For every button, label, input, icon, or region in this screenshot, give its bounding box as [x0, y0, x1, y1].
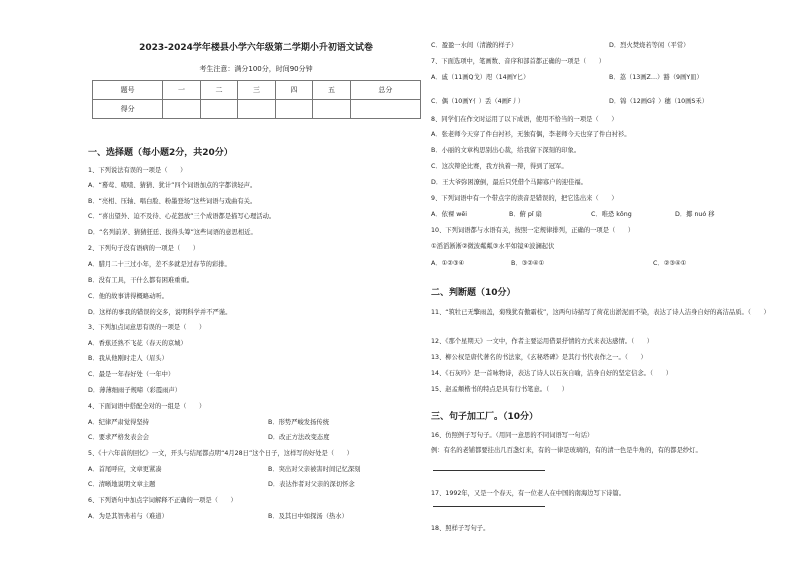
question-option: B．荔（13画Z…）豁（9画Y皿） [609, 74, 703, 81]
score-input-cell[interactable] [275, 100, 312, 119]
question-option: C．偶（10画Y亻）丢（4画F丿） [431, 98, 525, 105]
judgement-question: 15、赵孟頫楷书的特点是具有行书笔意。（ ） [431, 386, 569, 393]
question-option: D．薄薄细雨子规啼（彩霞雨声） [88, 387, 182, 394]
question-stem: 16、仿照例子写句子。（用同一意思的不同词语写一句话） [431, 432, 594, 439]
score-header-cell: 题号 [93, 81, 163, 100]
question-stem: 6、下列语句中加点字词解释不正确的一项是（ ） [88, 497, 237, 504]
question-option: D．锦（12画G钅）穗（10画S禾） [609, 98, 709, 105]
score-input-cell[interactable] [350, 100, 420, 119]
score-input-cell[interactable] [313, 100, 350, 119]
question-stem: 4、下面词语中搭配全对的一组是（ ） [88, 403, 206, 410]
answer-line[interactable] [433, 506, 545, 507]
question-stem: 9、下列词语中有一个带点字的读音是错误的，把它选出来（ ） [431, 195, 618, 202]
question-stem: 7、下面选项中，笔画数、音序和部首都正确的一项是（ ） [431, 58, 606, 65]
question-option: B．俯 pǐ 扇 [509, 211, 542, 218]
exam-note: 考生注意：满分100分，时间90分钟 [199, 65, 313, 73]
judgement-question: 11、“筑牡已无擎雨盖，菊残犹有傲霜枝”，这两句诗描写了荷花出淤泥而不染，表达了诗人洁身自好的高洁品质。（ ） [431, 309, 770, 316]
question-stem: 3、下列加点词意思有误的一项是（ ） [88, 324, 206, 331]
question-option: B．及其日中如探汤（热水） [268, 513, 348, 520]
question-option: B．③②④① [511, 260, 545, 267]
score-header-cell: 三 [238, 81, 275, 100]
question-example: 例：有名的老铺都要挂出几百盏灯来，有的一律是玻璃的，有的清一色是牛角的，有的都是纱灯。 [431, 447, 702, 454]
question-option: B．“亮相、压轴、唱白脸、粉墨登场”这些词语与戏曲有关。 [88, 198, 257, 205]
score-row-label: 得分 [93, 100, 163, 119]
question-stem: 8、同学们在作文时运用了以下成语，使用不恰当的一项是（ ） [431, 116, 618, 123]
question-option: A．香蕉还熟不飞花（春天的京城） [88, 340, 187, 347]
question-stem: 10、下列词语都与水语有关，按照一定规律排列，正确的一项是（ ） [431, 227, 635, 234]
score-input-cell[interactable] [238, 100, 275, 119]
question-option: C．②③④① [653, 260, 687, 267]
question-option: D．“名列前茅、猜猜狂廷、拔得头筹”这些词语的意思相近。 [88, 229, 257, 236]
score-header-cell: 五 [313, 81, 350, 100]
score-table [92, 80, 421, 119]
question-stem: 17、1992年，又是一个春天，有一位老人在中国的南海边写下诗篇。 [431, 490, 626, 497]
judgement-question: 12、《那个星期天》一文中，作者主要运用借景抒情的方式来表达感情。（ ） [431, 338, 654, 345]
section-heading: 二、判断题（10分） [431, 288, 516, 298]
judgement-question: 14、《石灰吟》是一首咏物诗，表达了诗人以石灰自喻，洁身自好的坚定信念。（ ） [431, 370, 672, 377]
question-stem: 2、下列句子没有语病的一项是（ ） [88, 245, 200, 252]
section-heading: 三、句子加工厂。（10分） [431, 412, 539, 422]
question-option: C．盈盈一水间（清澈的样子） [431, 42, 518, 49]
question-option: A．腊月二十三过小年，差不多就是过春节的彩排。 [88, 261, 231, 268]
section-heading: 一、选择题（每小题2分，共20分） [88, 148, 233, 158]
judgement-question: 13、柳公权是唐代著名的书法家，《玄秘塔碑》是其行书代表作之一。（ ） [431, 354, 647, 361]
score-input-cell[interactable] [163, 100, 200, 119]
question-option: D．烈火焚烧若等闲（平常） [609, 42, 690, 49]
question-stem: 1、下列说法有误的一项是（ ） [88, 167, 187, 174]
score-header-cell: 二 [200, 81, 237, 100]
question-option: A．为是其智弗若与（难道） [88, 513, 168, 520]
question-option: A．①②③④ [431, 260, 465, 267]
score-input-cell[interactable] [200, 100, 237, 119]
question-option: C．这次辩论比赛，我方执着一辩，得到了冠军。 [431, 163, 568, 170]
question-option: D．表达作者对父亲的深切怀念 [268, 481, 355, 488]
exam-title: 2023-2024学年楼县小学六年级第二学期小升初语文试卷 [139, 43, 373, 53]
question-option: C．最是一年春好处（一年中） [88, 371, 175, 378]
question-option: A．首尾呼应，文章更紧凑 [88, 466, 162, 473]
question-option: D．这样的事我的错误的交多，说明科学并不严谨。 [88, 309, 232, 316]
question-option: D．改正方法改变态度 [268, 434, 330, 441]
question-option: C．“喜出望外、迫不及待、心花怒放”三个成语都是描写心理活动。 [88, 213, 276, 220]
question-option: B．突出对父亲被害时间记忆深刻 [268, 466, 361, 473]
question-stem: 18、照样子写句子。 [431, 525, 490, 532]
question-option: A．张老师今天穿了件白衬衫，无独有偶，李老师今天也穿了件白衬衫。 [431, 131, 631, 138]
question-option: B．我从他刚时走人（眉头） [88, 355, 168, 362]
question-option: A．戚（11画Q戈）咫（14画Y匕） [431, 74, 530, 81]
question-option: A．“蓦莺、喳喳、猜猜、犹计”四个词语加点的字都读轻声。 [88, 182, 257, 189]
question-option: D．揶 nuó 移 [675, 211, 715, 218]
question-option: A．纪律严肃觉得坚持 [88, 419, 149, 426]
score-table-header-row [93, 81, 421, 100]
question-stem: 5、《十六年前的回忆》一文，开头与结尾都点明“4月28日”这个日子，这样写的好处是（ ） [88, 450, 353, 457]
answer-line[interactable] [433, 470, 545, 471]
score-header-cell: 四 [275, 81, 312, 100]
score-header-cell: 一 [163, 81, 200, 100]
question-option: C．他的故事讲得概略动听。 [88, 293, 168, 300]
question-option: B．没有工具，干什么都有困难重重。 [88, 277, 194, 284]
question-sub: ①滔滔淅淅②微波粼粼③水平如镜④波澜起伏 [431, 243, 555, 250]
question-option: C．清晰地说明文章主题 [88, 481, 156, 488]
question-option: D．王大爷弥困潦倒，最后只凭借个马蹄寡户的迎佳福。 [431, 179, 587, 186]
question-option: B．小丽的文章构思别出心裁，给我留下深刻的印象。 [431, 147, 581, 154]
question-option: C．唯恐 kōng [591, 211, 632, 218]
question-option: B．形势严峻发扬传统 [268, 419, 329, 426]
score-table-row [93, 100, 421, 119]
score-header-cell: 总分 [350, 81, 420, 100]
question-option: C．要求严格发表会会 [88, 434, 150, 441]
question-option: A．依裸 wēi [431, 211, 467, 218]
